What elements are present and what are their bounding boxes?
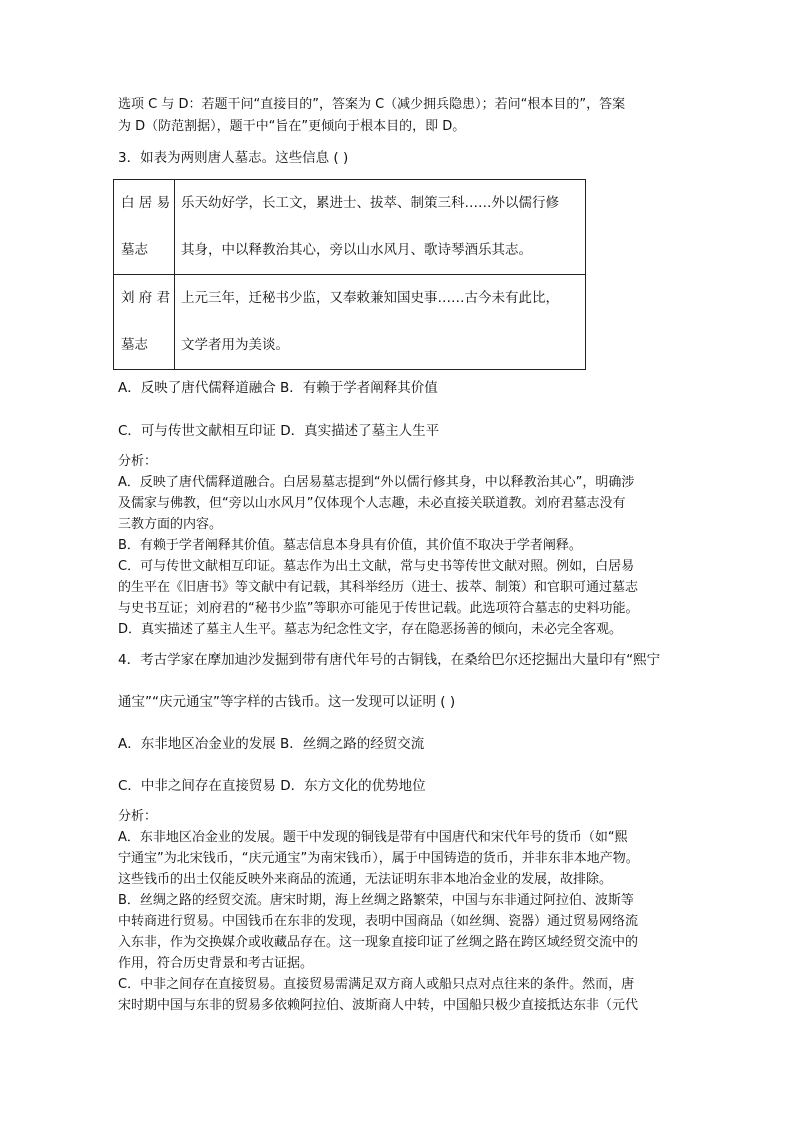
analysis-line: 宁通宝”为北宋钱币，“庆元通宝”为南宋钱币），属于中国铸造的货币，并非东非本地产物。 bbox=[118, 851, 639, 866]
analysis-line: B．有赖于学者阐释其价值。墓志信息本身具有价值，其价值不取决于学者阐释。 bbox=[118, 538, 582, 553]
table-cell-name: 白 居 易 墓志 bbox=[114, 180, 175, 275]
question-4-stem: 4．考古学家在摩加迪沙发掘到带有唐代年号的古铜钱，在桑给巴尔还挖掘出大量印有“熙宁 bbox=[118, 652, 661, 668]
table-cell-text: 上元三年，迁秘书少监，又奉敕兼知国史事……古今未有此比， 文学者用为美谈。 bbox=[175, 275, 586, 370]
table-cell-name: 刘 府 君 墓志 bbox=[114, 275, 175, 370]
analysis-line: 这些钱币的出土仅能反映外来商品的流通，无法证明东非本地冶金业的发展，故排除。 bbox=[118, 872, 613, 887]
question-3-options: C．可与传世文献相互印证 D．真实描述了墓主人生平 bbox=[118, 423, 440, 439]
table-row bbox=[114, 180, 586, 275]
analysis-line: D．真实描述了墓主人生平。墓志为纪念性文字，存在隐恶扬善的倾向，未必完全客观。 bbox=[118, 622, 623, 637]
question-4-options: C．中非之间存在直接贸易 D．东方文化的优势地位 bbox=[118, 778, 426, 794]
analysis-line: 中转商进行贸易。中国钱币在东非的发现，表明中国商品（如丝绸、瓷器）通过贸易网络流 bbox=[118, 914, 639, 929]
question-3-options: A．反映了唐代儒释道融合 B．有赖于学者阐释其价值 bbox=[118, 380, 438, 396]
analysis-line: 宋时期中国与东非的贸易多依赖阿拉伯、波斯商人中转，中国船只极少直接抵达东非（元代 bbox=[118, 998, 639, 1013]
analysis-label: 分析： bbox=[118, 454, 158, 469]
question-3-stem: 3．如表为两则唐人墓志。这些信息 ( ) bbox=[118, 150, 349, 166]
analysis-line: A．东非地区冶金业的发展。题干中发现的铜钱是带有中国唐代和宋代年号的货币（如“熙 bbox=[118, 830, 628, 845]
intro-line: 选项 C 与 D：若题干问“直接目的”，答案为 C（减少拥兵隐患）；若问“根本目的”，答案 bbox=[118, 97, 626, 112]
analysis-line: C．中非之间存在直接贸易。直接贸易需满足双方商人或船只点对点往来的条件。然而，唐 bbox=[118, 977, 635, 992]
analysis-line: 及儒家与佛教，但“旁以山水风月”仅体现个人志趣，未必直接关联道教。刘府君墓志没有 bbox=[118, 496, 626, 511]
analysis-line: B．丝绸之路的经贸交流。唐宋时期，海上丝绸之路繁荣，中国与东非通过阿拉伯、波斯等 bbox=[118, 893, 634, 908]
analysis-line: 入东非，作为交换媒介或收藏品存在。这一现象直接印证了丝绸之路在跨区域经贸交流中的 bbox=[118, 935, 639, 950]
question-4-stem: 通宝”“庆元通宝”等字样的古钱币。这一发现可以证明 ( ) bbox=[118, 694, 456, 710]
analysis-label: 分析： bbox=[118, 809, 158, 824]
analysis-line: A．反映了唐代儒释道融合。白居易墓志提到“外以儒行修其身，中以释教治其心”，明确涉 bbox=[118, 475, 635, 490]
table-cell-text: 乐天幼好学，长工文，累进士、拔萃、制策三科……外以儒行修 其身，中以释教治其心，旁以山水风月、歌诗琴酒乐其志。 bbox=[175, 180, 586, 275]
analysis-line: 与史书互证；刘府君的“秘书少监”等职亦可能见于传世记载。此选项符合墓志的史料功能。 bbox=[118, 601, 639, 616]
table-row bbox=[114, 275, 586, 370]
analysis-line: 的生平在《旧唐书》等文献中有记载，其科举经历（进士、拔萃、制策）和官职可通过墓志 bbox=[118, 580, 639, 595]
intro-line: 为 D（防范割据），题干中“旨在”更倾向于根本目的，即 D。 bbox=[118, 119, 466, 134]
analysis-line: C．可与传世文献相互印证。墓志作为出土文献，常与史书等传世文献对照。例如，白居易 bbox=[118, 559, 635, 574]
analysis-line: 三教方面的内容。 bbox=[118, 517, 223, 532]
epitaph-table bbox=[113, 179, 586, 370]
analysis-line: 作用，符合历史背景和考古证据。 bbox=[118, 956, 314, 971]
question-4-options: A．东非地区冶金业的发展 B．丝绸之路的经贸交流 bbox=[118, 736, 425, 752]
